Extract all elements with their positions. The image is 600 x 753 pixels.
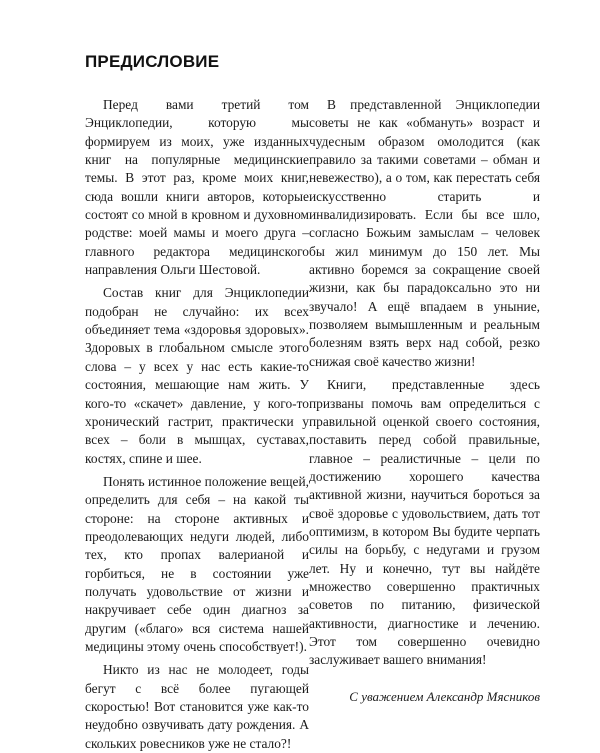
left-column (85, 96, 309, 753)
paragraph: Перед вами третий том Энциклопедии, которую мы формируем из моих, уже изданных книг на популярные медицинские темы. В этот раз, кроме моих книг, сюда вошли книги авторов, которые состоят со мной в кровном и духовном родстве: моей мамы и моего друга – главного редактора медицинского направления Ольги Шестовой. (85, 97, 309, 278)
paragraph: Книги, представленные здесь призваны помочь вам определиться с правильной оценкой своего состояния, поставить перед собой правильные, главное – реалистичные – цели по достижению хорошего качества активной жизни, научиться бороться за своё здоровье с удовольствием, дать тот оптимизм, в котором Вы будите черпать силы на борьбу, с недугами и грузом лет. Ну и конечно, тут вы найдёте множество совершенно практичных советов по питанию, физической активности, диагностике и лечению. Этот том совершенно очевидно заслуживает вашего внимания! (309, 377, 540, 668)
signature: С уважением Александр Мясников (349, 688, 540, 704)
paragraph: Состав книг для Энциклопедии подобран не случайно: их всех объединяет тема «здоровья здоровых». Здоровых в глобальном смысле этого слова – у всех у нас есть какие-то состояния, мешающие нам жить. У кого-то «скачет» давление, у кого-то хронический гастрит, практически у всех – боли в мышцах, суставах, костях, спине и шее. (85, 285, 309, 466)
paragraph: В представленной Энциклопедии советы не как «обмануть» возраст и чудесным образом омолодится (как правило за такими советами – обман и невежество), а о том, как перестать себя искусственно старить и инвалидизировать. Если бы все шло, согласно Божьим замыслам – человек бы жил минимум до 150 лет. Мы активно боремся за сокращение своей жизни, как бы парадоксально это ни звучало! А ещё впадаем в уныние, позволяем вымышленным и реальным болезням взять верх над собой, резко снижая своё качество жизни! (309, 97, 540, 369)
page-title: ПРЕДИСЛОВИЕ (85, 52, 220, 71)
right-column (309, 96, 540, 706)
paragraph: Никто из нас не молодеет, годы бегут с всё более пугающей скоростью! Вот становится уже как-то неудобно озвучивать дату рождения. А скольких ровесников уже не стало?! (85, 662, 309, 751)
paragraph: Понять истинное положение вещей, определить для себя – на какой ты стороне: на стороне активных и преодолевающих недуги людей, либо тех, кто пропах валерианой и горбиться, не в состоянии уже получать удовольствие от жизни и накручивает себе один диагноз за другим («благо» вся система нашей медицины этому очень способствует!). (85, 473, 309, 654)
